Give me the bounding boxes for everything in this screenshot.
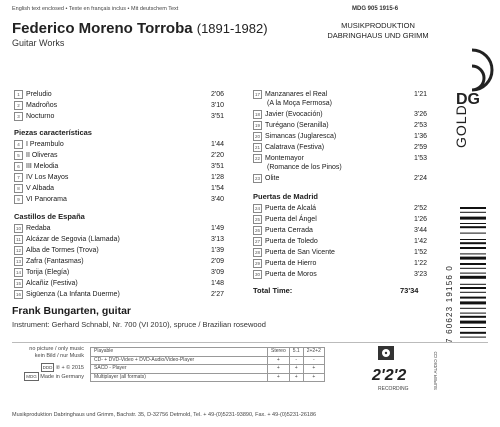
barcode-bar xyxy=(460,287,486,289)
sacd-label: SUPER AUDIO CD xyxy=(433,351,438,390)
track-time: 3'44 xyxy=(413,227,427,234)
track-time: 2'52 xyxy=(413,205,427,212)
track-subtitle: (A la Moça Fermosa) xyxy=(267,100,332,107)
track-time: 1'36 xyxy=(413,133,427,140)
track-number: 27 xyxy=(254,239,260,244)
track-title: Puerta de Hierro xyxy=(265,260,317,267)
track-19 xyxy=(253,121,433,130)
label-line-2: DABRINGHAUS UND GRIMM xyxy=(327,30,429,40)
track-23 xyxy=(253,174,433,183)
track-number: 24 xyxy=(254,206,260,211)
track-11 xyxy=(14,235,224,244)
label-line-1: MUSIKPRODUKTION xyxy=(341,21,415,30)
table-cell: + xyxy=(303,373,324,382)
track-number: 12 xyxy=(15,248,21,253)
track-title: Nocturno xyxy=(26,113,55,120)
track-27 xyxy=(253,237,433,246)
track-title: Puerta de San Vicente xyxy=(265,249,335,256)
track-24 xyxy=(253,204,433,213)
track-time: 3'10 xyxy=(210,102,224,109)
barcode-bar xyxy=(460,284,486,285)
track-number: 20 xyxy=(254,134,260,139)
track-title: Alba de Tormes (Trova) xyxy=(26,247,99,254)
track-time: 2'24 xyxy=(413,175,427,182)
track-title: Sigüenza (La Infanta Duerme) xyxy=(26,291,120,298)
track-13 xyxy=(14,257,224,266)
track-title: Puerta de Moros xyxy=(265,271,317,278)
label-name xyxy=(318,21,438,40)
table-cell: + xyxy=(303,365,324,374)
track-title: Redaba xyxy=(26,225,51,232)
track-number: 5 xyxy=(14,151,23,160)
table-header-row xyxy=(91,348,325,357)
barcode-bar xyxy=(460,263,486,265)
instrument-info: Instrument: Gerhard Schnabl, Nr. 700 (VI 2010), spruce / Brazilian rosewood xyxy=(12,320,266,329)
track-number: 25 xyxy=(254,217,260,222)
track-21 xyxy=(253,143,433,152)
note-made-in xyxy=(14,372,84,381)
track-7 xyxy=(14,173,224,182)
track-25 xyxy=(253,215,433,224)
track-number: 11 xyxy=(14,235,23,244)
track-title: Olite xyxy=(265,175,280,182)
track-title: Turégano (Seranilla) xyxy=(265,122,329,129)
track-time: 1'49 xyxy=(210,225,224,232)
track-number: 21 xyxy=(254,145,260,150)
track-number: 16 xyxy=(15,292,21,297)
track-title: Alcázar de Segovia (Llamada) xyxy=(26,236,120,243)
copyright-text: ℗ + © 2015 xyxy=(55,365,84,371)
composer-title xyxy=(12,20,268,37)
table-cell: CD- + DVD-Video + DVD-Audio/Video-Player xyxy=(91,356,268,365)
note-copyright xyxy=(14,363,84,372)
barcode-bar xyxy=(460,212,486,213)
section-title-castillos: Castillos de España xyxy=(14,212,85,221)
compatibility-table xyxy=(90,347,325,382)
logo-dg-text: DG xyxy=(456,91,480,108)
track-22 xyxy=(253,154,433,172)
barcode xyxy=(445,205,488,345)
mdg-logo xyxy=(442,40,500,150)
divider-line xyxy=(12,342,488,343)
track-time: 1'52 xyxy=(413,249,427,256)
table-row xyxy=(91,365,325,374)
barcode-bar xyxy=(460,223,486,224)
barcode-bar xyxy=(460,308,486,309)
left-notes xyxy=(14,346,84,381)
track-title: Zafra (Fantasmas) xyxy=(26,258,84,265)
track-title: Alcañiz (Festiva) xyxy=(26,280,78,287)
track-title: Preludio xyxy=(26,91,52,98)
track-time: 2'53 xyxy=(413,122,427,129)
table-cell: SACD - Player xyxy=(91,365,268,374)
track-2 xyxy=(14,101,224,110)
track-time: 1'39 xyxy=(210,247,224,254)
track-number: 17 xyxy=(254,92,260,97)
track-number: 23 xyxy=(254,176,260,181)
track-title: Puerta de Toledo xyxy=(265,238,318,245)
track-title: Manzanares el Real xyxy=(265,91,328,98)
track-number: 26 xyxy=(254,228,260,233)
badge-222-text: 2'2'2 xyxy=(372,367,407,384)
table-cell: + xyxy=(268,365,290,374)
table-header-cell: Stereo xyxy=(268,348,290,357)
track-title: V Albada xyxy=(26,185,55,192)
track-time: 1'53 xyxy=(413,155,427,162)
track-number: 7 xyxy=(14,173,23,182)
table-cell: Multiplayer (all formats) xyxy=(91,373,268,382)
performer: Frank Bungarten, guitar xyxy=(12,305,132,317)
track-number: 3 xyxy=(14,112,23,121)
table-cell: - xyxy=(303,356,324,365)
barcode-bar xyxy=(460,217,486,220)
badge-recording-text: RECORDING xyxy=(378,386,409,392)
track-time: 3'51 xyxy=(210,163,224,170)
track-time: 3'23 xyxy=(413,271,427,278)
barcode-bar xyxy=(460,247,486,249)
track-number: 8 xyxy=(14,184,23,193)
track-29 xyxy=(253,259,433,268)
track-number: 29 xyxy=(254,261,260,266)
track-number: 22 xyxy=(254,156,260,161)
table-cell: + xyxy=(289,373,303,382)
barcode-bar xyxy=(460,242,486,244)
track-title: I Preambulo xyxy=(26,141,64,148)
track-title: IV Los Mayos xyxy=(26,174,69,181)
track-time: 3'40 xyxy=(210,196,224,203)
subtitle: Guitar Works xyxy=(12,38,65,48)
track-title: Simancas (Juglaresca) xyxy=(265,133,337,140)
track-title: Puerta Cerrada xyxy=(265,227,313,234)
track-16 xyxy=(14,290,224,299)
barcode-bar xyxy=(460,327,486,328)
track-6 xyxy=(14,162,224,171)
barcode-bar xyxy=(460,257,486,260)
track-number: 6 xyxy=(14,162,23,171)
track-18 xyxy=(253,110,433,119)
table-cell: - xyxy=(289,356,303,365)
catalog-number: MDG 905 1915-6 xyxy=(352,6,399,12)
note-kein-bild: kein Bild / nur Musik xyxy=(34,353,84,359)
barcode-bar xyxy=(460,233,486,234)
track-title: VI Panorama xyxy=(26,196,67,203)
track-time: 2'09 xyxy=(210,258,224,265)
track-8 xyxy=(14,184,224,193)
track-20 xyxy=(253,132,433,141)
barcode-bar xyxy=(460,292,486,293)
track-time: 1'42 xyxy=(413,238,427,245)
track-title: Montemayor xyxy=(265,155,304,162)
track-3 xyxy=(14,112,224,121)
track-title: II Oliveras xyxy=(26,152,58,159)
track-subtitle: (Romance de los Pinos) xyxy=(267,164,342,171)
track-title: Torija (Elegía) xyxy=(26,269,70,276)
track-number: 4 xyxy=(14,140,23,149)
track-15 xyxy=(14,279,224,288)
table-header-cell: 2+2+2 xyxy=(303,348,324,357)
barcode-bar xyxy=(460,301,486,304)
track-time: 1'54 xyxy=(210,185,224,192)
track-time: 3'51 xyxy=(210,113,224,120)
track-title: III Melodia xyxy=(26,163,59,170)
track-number: 13 xyxy=(15,259,21,264)
track-number: 1 xyxy=(14,90,23,99)
note-no-picture: no picture / only music xyxy=(29,346,84,352)
track-number: 15 xyxy=(15,281,21,286)
table-row xyxy=(91,356,325,365)
track-number: 18 xyxy=(254,112,260,117)
track-time: 1'21 xyxy=(413,91,427,98)
track-17 xyxy=(253,90,433,108)
track-time: 1'48 xyxy=(210,280,224,287)
track-14 xyxy=(14,268,224,277)
barcode-bar xyxy=(460,316,486,318)
section-title-piezas: Piezas características xyxy=(14,128,92,137)
track-number: 2 xyxy=(14,101,23,110)
total-time-value: 73'34 xyxy=(400,286,419,295)
track-title: Calatrava (Festiva) xyxy=(265,144,325,151)
barcode-bar xyxy=(460,332,486,334)
track-time: 1'28 xyxy=(210,174,224,181)
track-time: 3'26 xyxy=(413,111,427,118)
barcode-bar xyxy=(460,273,486,274)
track-1 xyxy=(14,90,224,99)
cd-disc-icon xyxy=(370,346,420,386)
track-title: Puerta de Alcalá xyxy=(265,205,316,212)
track-9 xyxy=(14,195,224,204)
track-title: Javier (Evocación) xyxy=(265,111,323,118)
track-number: 19 xyxy=(254,123,260,128)
barcode-bar xyxy=(460,253,486,254)
track-28 xyxy=(253,248,433,257)
table-cell: + xyxy=(268,373,290,382)
barcode-digits: 7 60623 19156 0 xyxy=(445,264,454,343)
barcode-bar xyxy=(460,239,486,240)
barcode-bar xyxy=(460,276,486,279)
barcode-bar xyxy=(460,297,486,299)
track-time: 2'06 xyxy=(210,91,224,98)
table-cell: + xyxy=(289,365,303,374)
track-time: 2'27 xyxy=(210,291,224,298)
track-number: 10 xyxy=(15,226,21,231)
barcode-bar xyxy=(460,207,486,209)
track-number: 30 xyxy=(254,272,260,277)
track-time: 1'26 xyxy=(413,216,427,223)
barcode-bar xyxy=(460,268,486,269)
barcode-bar xyxy=(460,337,486,338)
track-12 xyxy=(14,246,224,255)
table-header-cell: 5.1 xyxy=(289,348,303,357)
footer-address: Musikproduktion Dabringhaus und Grimm, Bachstr. 35, D-32756 Detmold, Tel. + 49-(0)5231-93890, Fax. + 49-(0)5231-26186 xyxy=(12,412,317,418)
composer-years: (1891-1982) xyxy=(196,21,268,36)
logo-gold-text: GOLD xyxy=(453,104,469,148)
table-row xyxy=(91,373,325,382)
total-time-label: Total Time: xyxy=(253,286,293,295)
barcode-bar xyxy=(460,321,486,324)
track-time: 1'22 xyxy=(413,260,427,267)
track-title: Madroños xyxy=(26,102,58,109)
track-title: Puerta del Ángel xyxy=(265,216,317,223)
barcode-bar xyxy=(460,313,486,314)
track-time: 3'09 xyxy=(210,269,224,276)
track-5 xyxy=(14,151,224,160)
track-26 xyxy=(253,226,433,235)
track-time: 1'44 xyxy=(210,141,224,148)
composer-name: Federico Moreno Torroba xyxy=(12,20,193,37)
track-number: 9 xyxy=(14,195,23,204)
made-in-text: Made in Germany xyxy=(40,374,84,380)
track-time: 3'13 xyxy=(210,236,224,243)
table-header-cell: Playable xyxy=(91,348,268,357)
track-30 xyxy=(253,270,433,279)
ddd-badge: DDD xyxy=(42,365,53,370)
track-number: 28 xyxy=(254,250,260,255)
section-title-puertas: Puertas de Madrid xyxy=(253,192,319,201)
track-4 xyxy=(14,140,224,149)
track-10 xyxy=(14,224,224,233)
track-number: 14 xyxy=(15,270,21,275)
top-language-note: English text enclosed • Texte en français inclus • Mit deutschem Text xyxy=(12,6,179,12)
barcode-bar xyxy=(460,226,486,228)
mdg-badge: MDG xyxy=(26,374,37,379)
track-time: 2'20 xyxy=(210,152,224,159)
track-time: 2'59 xyxy=(413,144,427,151)
table-cell: + xyxy=(268,356,290,365)
